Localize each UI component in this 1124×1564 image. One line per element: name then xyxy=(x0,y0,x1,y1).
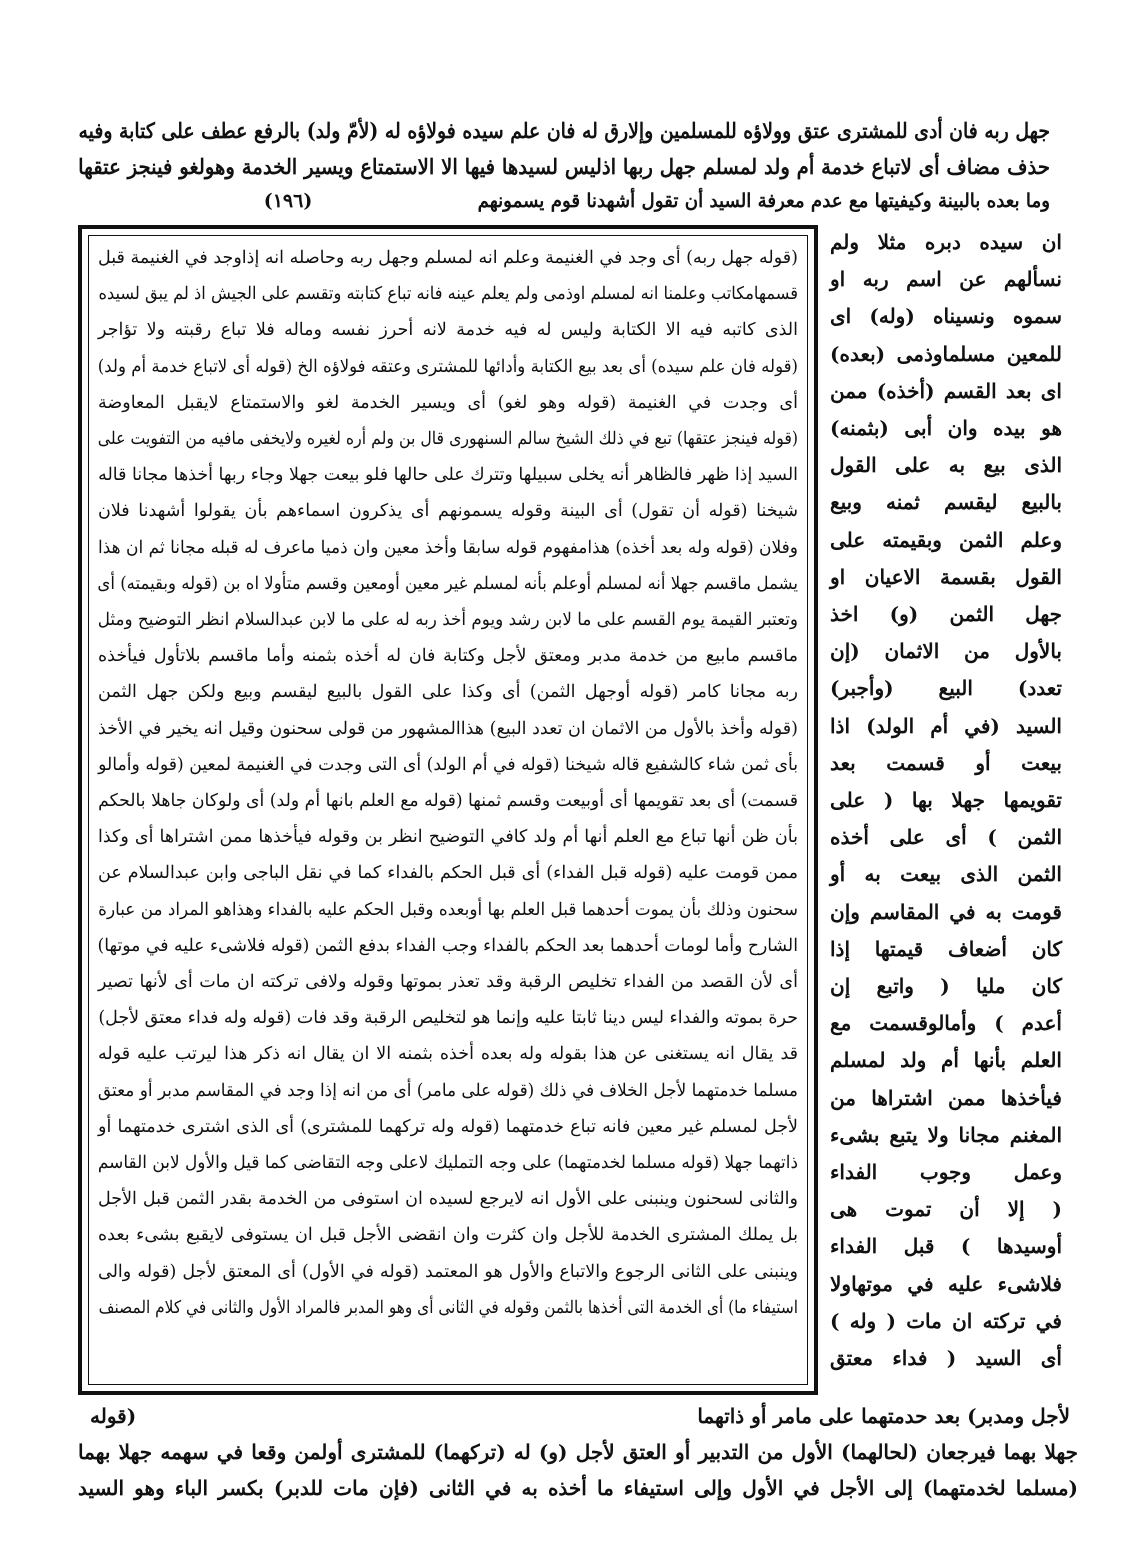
commentary-line: أى لأن القصد من الفداء تخليص الرقبة وقد تعذر بموتها وقوله ولافى تركته ان مات أى لأنها تصير xyxy=(98,972,798,992)
commentary-line: ماقسم مابيع من خدمة مدبر ومعتق لأجل وكتابة فان له أخذه بثمنه وأما ماقسم بلاتأول فيأخذه xyxy=(98,646,798,667)
commentary-line: وفلان (قوله وله بعد أخذه) هذامفهوم قوله سابقا وأخذ معين وان ذميا ماعرف له قبله مجانا ثم ان هذا xyxy=(97,537,799,558)
side-column-line: أى السيد ( فداء معتق xyxy=(830,1346,1062,1370)
commentary-line: حرة بموته والفداء ليس دينا ثابتا عليه وإنما هو لتخليص الرقبة وقد فات (قوله وله فداء معتق لأجل) xyxy=(98,1008,798,1029)
side-column-line: العلم بأنها أم ولد لمسلم xyxy=(830,1048,1062,1073)
side-column-line: بالبيع ليقسم ثمنه وبيع xyxy=(830,490,1062,515)
side-column-line: في تركته ان مات ( وله ) xyxy=(830,1308,1062,1333)
commentary-line: (قوله وأخذ بالأول من الاثمان ان تعدد البيع) هذاالمشهور من قولى سحنون وقيل انه يخير في الأخذ xyxy=(98,718,798,739)
bottom-text-line-1: لأجل ومدبر) بعد حدمتهما على مامر أو ذاتهما xyxy=(697,1404,1070,1428)
commentary-line: ممن قومت عليه (قوله قبل الفداء) أى قبل الحكم بالفداء كما في نقل الباجى وابن عبدالسلام عن xyxy=(98,863,798,884)
side-column-line: جهل الثمن (و) اخذ xyxy=(830,602,1062,626)
side-column-line: ان سيده دبره مثلا ولم xyxy=(830,230,1062,254)
commentary-line: مسلما خدمتهما لأجل الخلاف في ذلك (قوله على مامر) أى من انه إذا وجد في المقاسم مدبر أو معتق xyxy=(97,1080,799,1101)
side-column-line: هو بيده وان أبى (بثمنه) xyxy=(830,416,1062,440)
side-column-line: الثمن الذى بيعت به أو xyxy=(830,862,1062,887)
commentary-line: قسمت) أى بعد تقويمها أى أوبيعت وقسم ثمنها (قوله مع العلم بانها أم ولد) أى ولوكان جاهلا بالحكم xyxy=(98,791,798,811)
side-column-line: للمعين مسلماوذمى (بعده) xyxy=(830,341,1062,366)
commentary-line: وتعتبر القيمة يوم القسم على ما لابن رشد ويوم أخذ ربه له على ما لابن عبدالسلام انظر التوضيح ومثل xyxy=(97,610,799,630)
commentary-line: ربه مجانا كامر (قوله أوجهل الثمن) أى وكذا على القول بالبيع ليقسم وبيع ولكن جهل الثمن xyxy=(98,682,798,703)
side-column-line: كان مليا ( واتبع إن xyxy=(830,974,1062,998)
commentary-line: بأن ظن أنها تباع مع العلم أنها أم ولد كافي التوضيح انظر بن وقوله فيأخذها ممن اشتراها أى وكذا xyxy=(98,827,798,848)
side-column-line: اى بعد القسم (أخذه) ممن xyxy=(830,378,1062,403)
side-column-line: الذى بيع به على القول xyxy=(830,453,1062,478)
bottom-text-line-2: جهلا بهما فيرجعان (لحالهما) الأول من التدبير أو العتق لأجل (و) له (تركهما) للمشترى أولمن وقعا في سهمه جهلا بهما xyxy=(78,1440,1078,1464)
side-column-line: الثمن ) أى على أخذه xyxy=(830,825,1062,850)
side-column-line: وعلم الثمن وبقيمته على xyxy=(830,527,1062,552)
side-column-line: فلاشىء عليه في موتهاولا xyxy=(830,1271,1062,1296)
commentary-line: (قوله فينجز عتقها) تبع في ذلك الشيخ سالم السنهورى قال بن ولم أره لغيره ولايخفى مافيه من التفويت على xyxy=(97,429,799,449)
commentary-line: ذاتهما جهلا (قوله مسلما لخدمتهما) على وجه التمليك لاعلى وجه التقاضى كما قيل والأول لابن القاسم xyxy=(97,1153,798,1173)
side-column-line: سموه ونسيناه (وله) اى xyxy=(830,304,1062,329)
side-column-line: ( إلا أن تموت هى xyxy=(830,1197,1062,1222)
side-column-line: قومت به في المقاسم وإن xyxy=(830,899,1062,924)
commentary-line: بل يملك المشترى الخدمة للأجل وان كثرت وان انقضى الأجل قبل ان يستوفى لايقبع بشىء بعده xyxy=(98,1225,798,1246)
commentary-line: بأى ثمن شاء كالشفيع قاله شيخنا (قوله في أم الولد) أى التى وجدت في الغنيمة لمعين (قوله وأمالو xyxy=(98,754,799,775)
commentary-line: الذى كاتبه فيه الا الكتابة وليس له فيه خدمة لانه أحرز نفسه وماله فلا تباع رقبته ولا تؤاجر xyxy=(98,320,798,341)
page-number: (١٩٦) xyxy=(263,190,313,212)
top-text-line-3-right: وما بعده بالبينة وكيفيتها مع عدم معرفة السيد أن تقول أشهدنا قوم يسمونهم xyxy=(477,190,1050,212)
commentary-line: سحنون وذلك بأن يموت أحدهما قبل العلم بها أوبعده وقبل الحكم عليه بالفداء وهذاهو المراد من عبارة xyxy=(98,899,799,920)
commentary-line: وينبنى على الثانى الرجوع والاتباع والأول هو المعتمد (قوله في الأول) أى المعتق لأجل (قوله والى xyxy=(98,1261,798,1282)
side-column-line: بالأول من الاثمان (إن xyxy=(830,639,1062,664)
commentary-line: (قوله جهل ربه) أى وجد في الغنيمة وعلم انه لمسلم وجهل ربه وحاصله انه إذاوجد في الغنيمة قبل xyxy=(98,248,798,268)
bottom-text-label: (قوله xyxy=(90,1404,137,1428)
commentary-line: يشمل ماقسم جهلا أنه لمسلم أوعلم بأنه لمسلم غير معين أومعين وقسم متأولا اه بن (قوله وبقيمته) أى xyxy=(97,573,798,594)
side-column-line: وعمل وجوب الفداء xyxy=(830,1160,1062,1184)
commentary-line: أى وجدت في الغنيمة (قوله وهو لغو) أى ويسير الخدمة لغو والاستمتاع لايقبل المعاوضة xyxy=(98,392,798,413)
side-column-line: القول بقسمة الاعيان او xyxy=(830,564,1062,589)
side-column-line: المغنم مجانا ولا يتبع بشىء xyxy=(830,1122,1062,1147)
commentary-line: استيفاء ما) أى الخدمة التى أخذها بالثمن وقوله في الثانى أى وهو المدبر فالمراد الأول والثانى في كلام المصنف xyxy=(98,1297,799,1318)
side-column-line: السيد (في أم الولد) اذا xyxy=(830,713,1062,738)
side-column-line: أوسيدها ) قبل الفداء xyxy=(830,1234,1062,1259)
side-column-line: فيأخذها ممن اشتراها من xyxy=(830,1085,1062,1110)
commentary-line: الشارح وأما لومات أحدهما بعد الحكم بالفداء وجب الفداء بدفع الثمن (قوله فلاشىء عليه في موتها) xyxy=(97,935,799,956)
top-text-line-2: حذف مضاف أى لاتباع خدمة أم ولد لمسلم جهل ربها اذليس لسيدها فيها الا الاستمتاع ويسير الخدمة وهولغو فينجز عتقها xyxy=(78,154,1050,179)
commentary-line: والثانى لسحنون وينبنى على الأول انه لايرجع لسيده ان استوفى من الخدمة بقدر الثمن قبل الأجل xyxy=(98,1189,798,1210)
commentary-line: قسمهامكاتب وعلمنا انه لمسلم اوذمى ولم يعلم عينه فانه تباع كتابته وتقسم على الجيش اذ لم يبق لسيده xyxy=(98,284,798,305)
side-column-line: بيعت أو قسمت بعد xyxy=(830,750,1062,775)
side-column-line: كان أضعاف قيمتها إذا xyxy=(830,936,1062,961)
commentary-line: السيد إذا ظهر فالظاهر أنه يخلى سبيلها وتترك على حالها فلو بيعت جهلا وجاء ربها أخذها مجانا قاله xyxy=(98,465,798,486)
side-column-line: أعدم ) وأمالوقسمت مع xyxy=(830,1011,1062,1036)
side-column-line: تعدد) البيع (وأجبر) xyxy=(830,676,1062,701)
side-column-line: تقويمها جهلا بها ( على xyxy=(830,788,1062,812)
side-column-line: نسألهم عن اسم ربه او xyxy=(830,267,1062,292)
commentary-line: (قوله فان علم سيده) أى بعد بيع الكتابة وأدائها للمشترى وعتقه فولاؤه الخ (قوله أى لاتباع خدمة أم ولد) xyxy=(97,356,799,377)
commentary-line: لأجل لمسلم غير معين فانه تباع خدمتهما (قوله وله تركهما للمشترى) أى الذى اشترى خدمتهما أو xyxy=(98,1116,798,1137)
bottom-text-line-3: (مسلما لخدمتهما) إلى الأجل في الأول وإلى استيفاء ما أخذه به في الثانى (فإن مات للدبر) بكسر الباء وهو السيد xyxy=(78,1476,1078,1500)
top-text-line-1: جهل ربه فان أدى للمشترى عتق وولاؤه للمسلمين وإلارق له فان علم سيده فولاؤه له (لأمّ ولد) بالرفع عطف على كتابة وفيه xyxy=(78,118,1050,143)
commentary-line: قد يقال انه يستغنى عن هذا بقوله وله بعده أخذه بثمنه الا ان يقال انه ذكر هذا ليرتب عليه قوله xyxy=(98,1044,798,1065)
commentary-line: شيخنا (قوله أن تقول) أى البينة وقوله يسمونهم أى يذكرون اسماءهم بأن يقولوا أشهدنا فلان xyxy=(98,501,798,522)
